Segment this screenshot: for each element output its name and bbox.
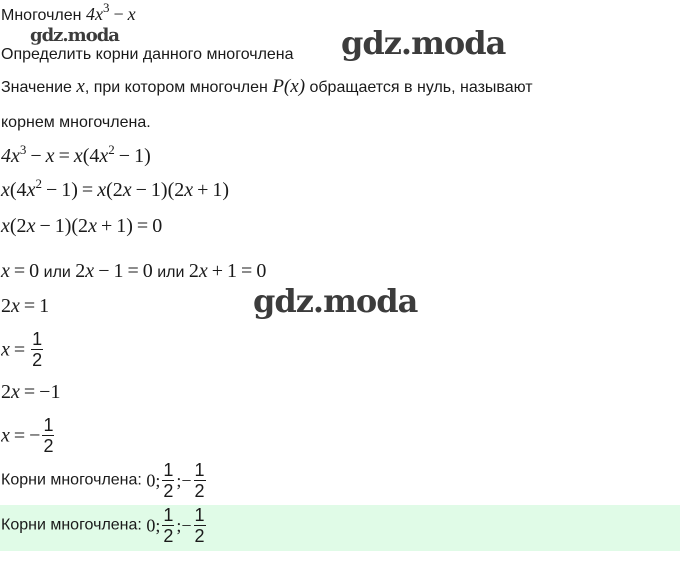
roots-separator: ;	[176, 470, 182, 491]
definition-text-a: Значение	[1, 79, 72, 96]
watermark-middle: gdz.moda	[253, 282, 418, 320]
roots-fraction-negative: $\frac{1}{2}$	[194, 461, 205, 501]
fraction-one-half: $\frac{1}{2}$	[32, 330, 43, 370]
step-4-factor-1: 2x − 1 = 0	[75, 260, 153, 282]
definition-text-c: обращается в нуль, называют	[309, 79, 533, 96]
answer-fraction-negative: $\frac{1}{2}$	[194, 505, 205, 546]
roots-label: Корни многочлена:	[1, 471, 142, 489]
step-4-root-zero: x = 0	[1, 260, 40, 282]
watermark-small: gdz.moda	[30, 25, 119, 46]
roots-zero: 0;	[146, 470, 161, 491]
step-8: x = − $\frac{1}{2}$	[1, 416, 54, 456]
step-3: x(2x − 1)(2x + 1) = 0	[1, 215, 163, 237]
step-2: $x(4x^2 - 1) = x(2x - 1)(2x + 1)$	[1, 176, 230, 201]
roots-fraction-positive: $\frac{1}{2}$	[163, 461, 174, 501]
task-subtitle: Определить корни данного многочлена	[1, 46, 294, 63]
answer-zero: 0;	[146, 515, 161, 536]
answer-fraction-positive: $\frac{1}{2}$	[163, 505, 174, 546]
definition-line-2: корнем многочлена.	[1, 114, 151, 131]
step-4	[1, 259, 266, 283]
definition-polynomial: P(x)	[272, 76, 306, 97]
answer-separator: ;	[176, 515, 182, 536]
watermark-top: gdz.moda	[341, 24, 506, 62]
step-6: x = $\frac{1}{2}$	[1, 330, 43, 370]
step-1: $4x^3 - x = x(4x^2 - 1)$	[1, 142, 151, 167]
step-7: 2x = −1	[1, 381, 61, 403]
fraction-one-half-negative: $\frac{1}{2}$	[43, 416, 54, 456]
answer-line	[1, 506, 208, 545]
header-expression: $4x^3 - x$	[85, 0, 136, 24]
step-4-or-1: или	[43, 264, 71, 281]
definition-line-1	[1, 75, 533, 99]
step-5: 2x = 1	[1, 295, 50, 317]
header-line	[1, 2, 136, 26]
roots-minus: −	[181, 470, 192, 491]
step-4-factor-2: 2x + 1 = 0	[188, 260, 267, 282]
definition-text-b: , при котором многочлен	[84, 79, 268, 96]
answer-minus: −	[181, 515, 192, 536]
roots-line	[1, 461, 301, 505]
definition-variable: x	[76, 76, 85, 97]
answer-label: Корни многочлена:	[1, 516, 142, 534]
header-title: Многочлен	[1, 7, 82, 24]
step-4-or-2: или	[157, 264, 185, 281]
